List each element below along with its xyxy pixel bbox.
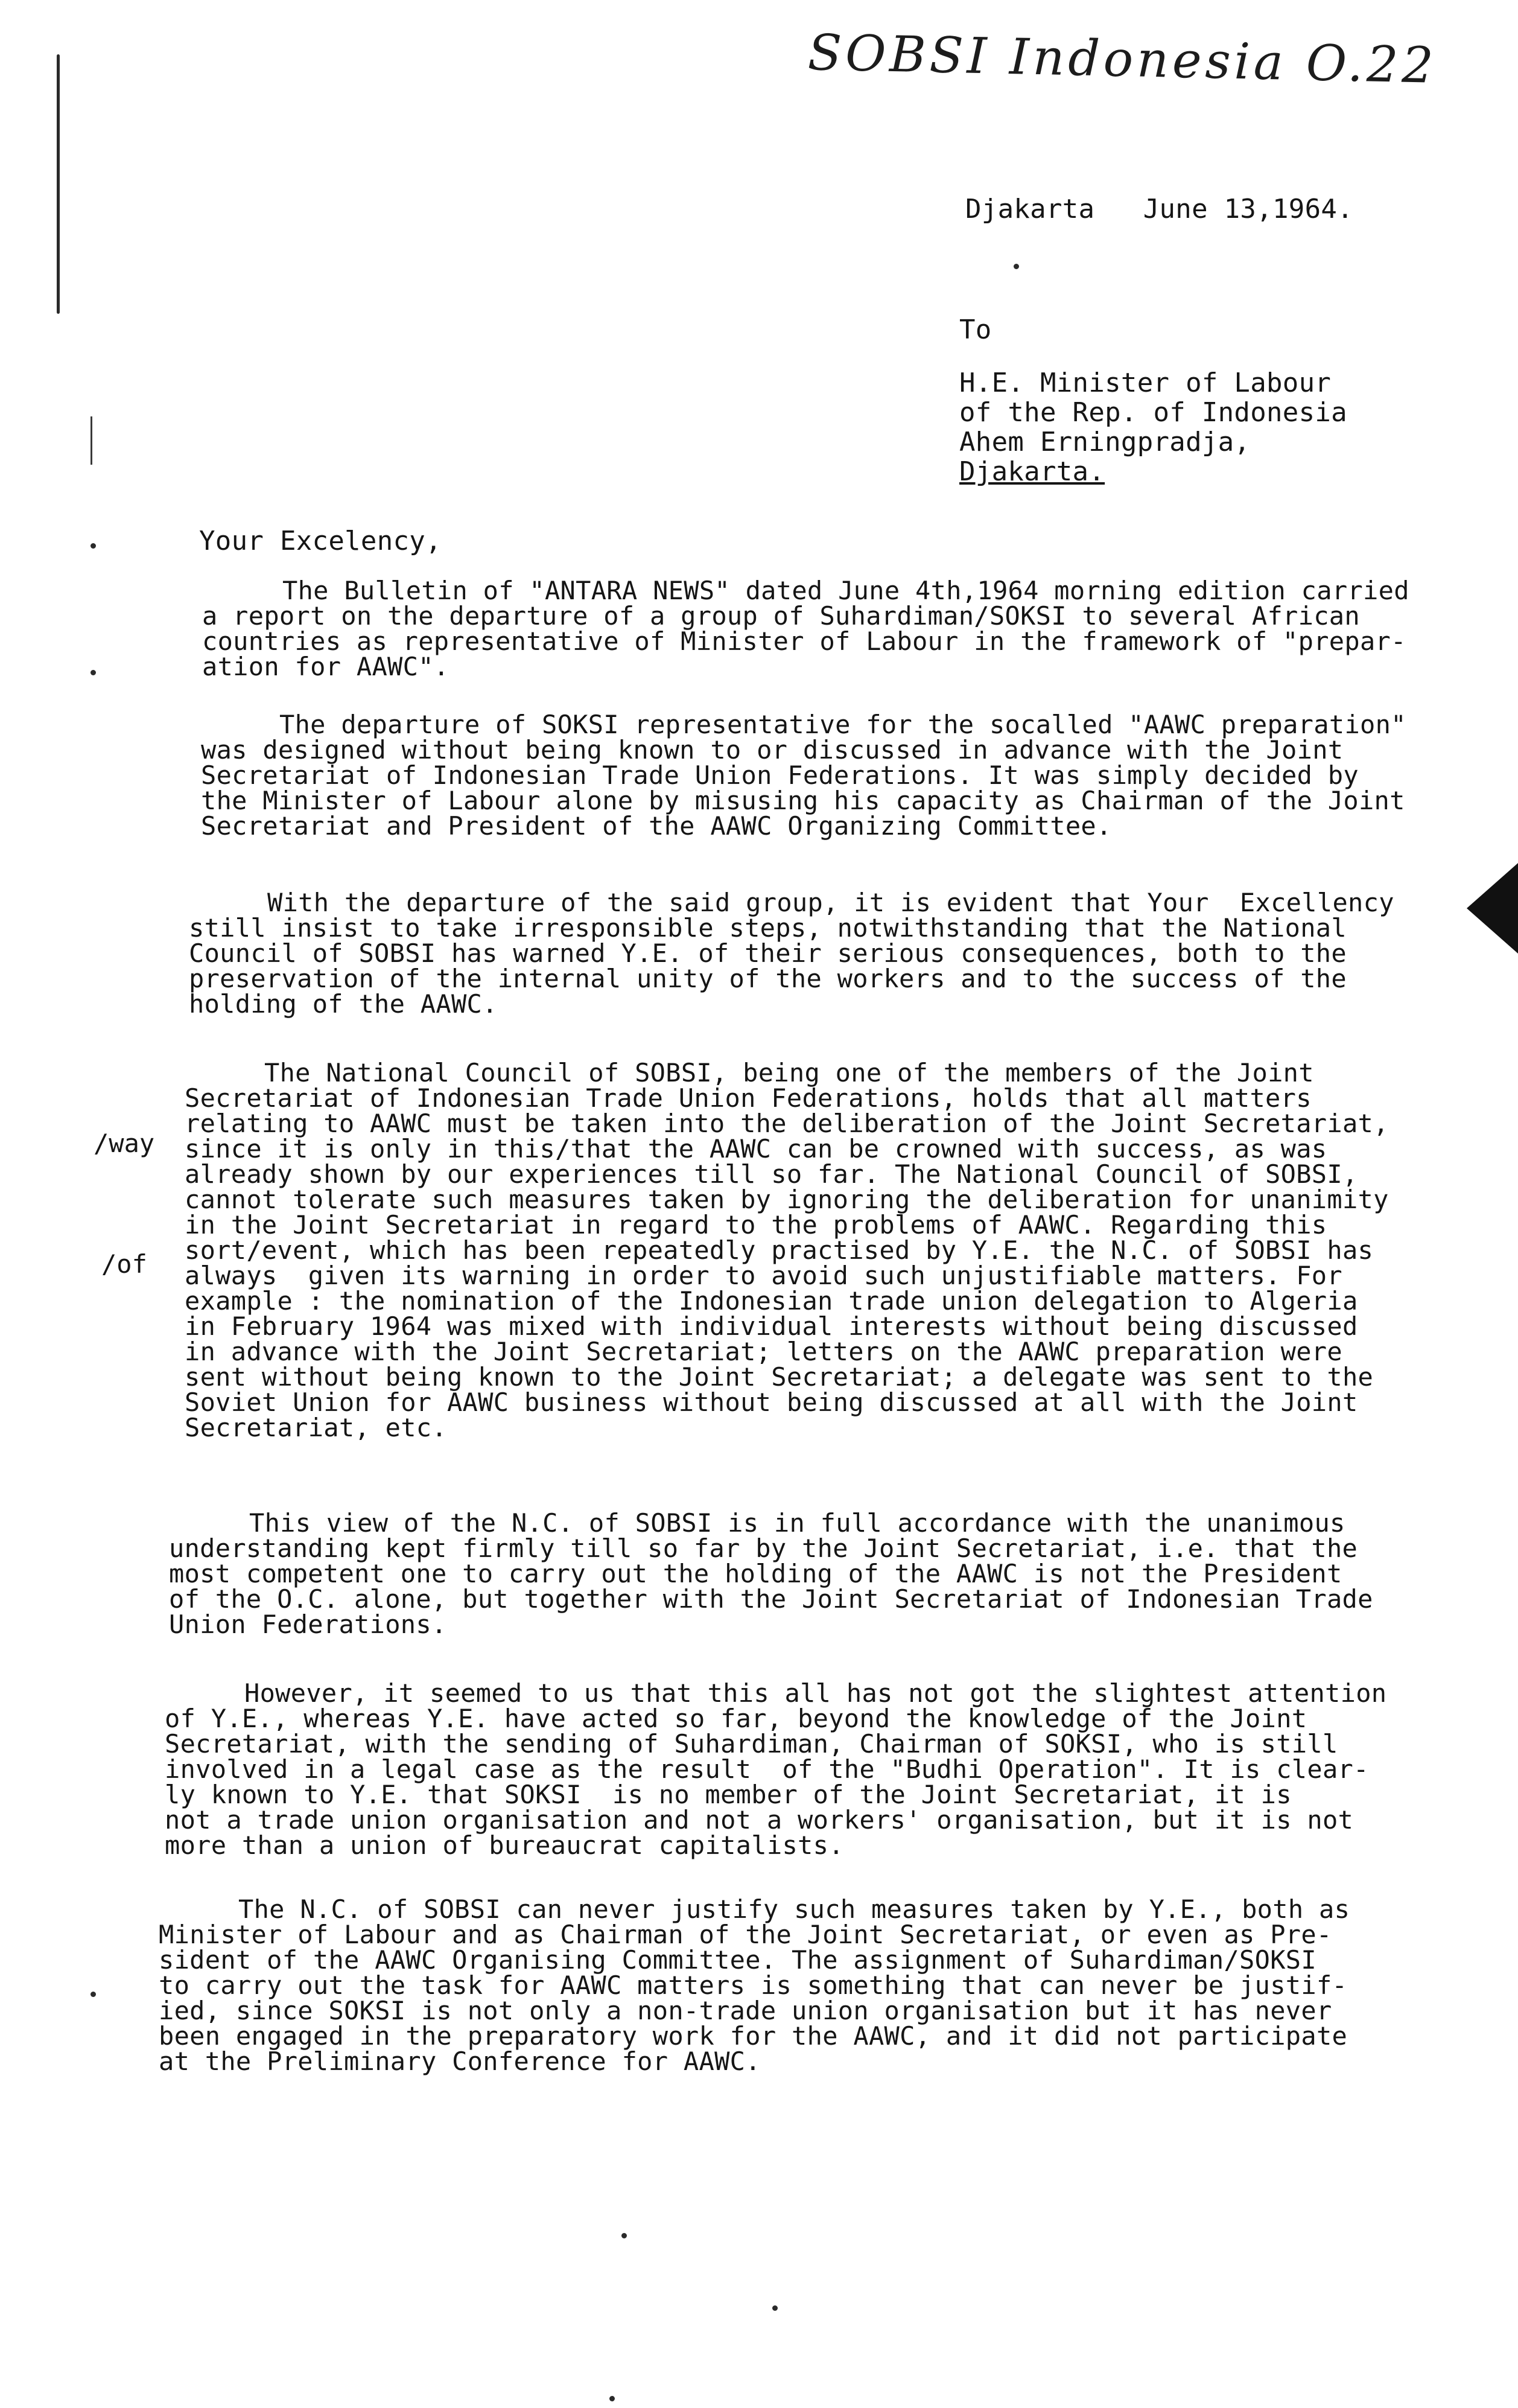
paragraph-1-line: a report on the departure of a group of Suhardiman/SOKSI to several African: [202, 601, 1360, 631]
paragraph-7-line: to carry out the task for AAWC matters is something that can never be justif-: [159, 1970, 1348, 2000]
scan-speck: [91, 670, 96, 675]
paragraph-2-line: Secretariat of Indonesian Trade Union Federations. It was simply decided by: [201, 760, 1359, 790]
paragraph-6-line: ly known to Y.E. that SOKSI is no member of the Joint Secretariat, it is: [165, 1780, 1292, 1809]
paragraph-4-line: cannot tolerate such measures taken by ignoring the deliberation for unanimity: [185, 1185, 1389, 1214]
recipient-line-2: of the Rep. of Indonesia: [959, 397, 1347, 428]
paragraph-6-line: Secretariat, with the sending of Suhardiman, Chairman of SOKSI, who is still: [165, 1729, 1338, 1759]
place-date: Djakarta June 13,1964.: [965, 194, 1353, 225]
scan-mark: [91, 416, 92, 465]
salutation: Your Excelency,: [199, 526, 442, 556]
paragraph-2-line: the Minister of Labour alone by misusing his capacity as Chairman of the Joint: [201, 786, 1405, 815]
paragraph-3-line: still insist to take irresponsible steps, notwithstanding that the National: [189, 913, 1347, 943]
paragraph-4-line: Secretariat of Indonesian Trade Union Federations, holds that all matters: [185, 1083, 1312, 1113]
recipient-line-3: Ahem Erningpradja,: [959, 427, 1251, 457]
paragraph-5-line: most competent one to carry out the holding of the AAWC is not the President: [169, 1559, 1342, 1588]
paragraph-7-line: The N.C. of SOBSI can never justify such measures taken by Y.E., both as: [238, 1894, 1350, 1924]
scan-speck: [621, 2233, 627, 2238]
paragraph-1-line: countries as representative of Minister of Labour in the framework of "prepar-: [202, 626, 1406, 656]
recipient-line-4: Djakarta.: [959, 456, 1105, 487]
paragraph-4-line: since it is only in this/that the AAWC can be crowned with success, as was: [185, 1134, 1327, 1164]
recipient-to: To: [959, 314, 992, 345]
paragraph-4-line: in the Joint Secretariat in regard to the problems of AAWC. Regarding this: [185, 1210, 1327, 1240]
paragraph-7-line: Minister of Labour and as Chairman of the Joint Secretariat, or even as Pre-: [159, 1920, 1332, 1949]
paragraph-7-line: at the Preliminary Conference for AAWC.: [159, 2046, 761, 2076]
paragraph-4-line: sort/event, which has been repeatedly practised by Y.E. the N.C. of SOBSI has: [185, 1235, 1374, 1265]
recipient-line-1: H.E. Minister of Labour: [959, 368, 1332, 398]
scan-speck: [91, 1992, 96, 1997]
paragraph-3-line: Council of SOBSI has warned Y.E. of their serious consequences, both to the: [189, 938, 1347, 968]
paragraph-4-line: example : the nomination of the Indonesian trade union delegation to Algeria: [185, 1286, 1358, 1316]
paragraph-1-line: ation for AAWC".: [202, 652, 449, 681]
paragraph-4-line: in February 1964 was mixed with individual interests without being discussed: [185, 1311, 1358, 1341]
paragraph-4-line: always given its warning in order to avoid such unjustifiable matters. For: [185, 1261, 1342, 1290]
paragraph-7-line: ied, since SOKSI is not only a non-trade union organisation but it has never: [159, 1996, 1332, 2025]
paragraph-4-line: Secretariat, etc.: [185, 1413, 447, 1442]
paragraph-6-line: However, it seemed to us that this all has not got the slightest attention: [244, 1678, 1387, 1708]
paragraph-3-line: preservation of the internal unity of the workers and to the success of the: [189, 964, 1347, 993]
paragraph-3-line: With the departure of the said group, it is evident that Your Excellency: [267, 888, 1394, 917]
paragraph-6-line: involved in a legal case as the result of the "Budhi Operation". It is clear-: [165, 1754, 1369, 1784]
paragraph-4-line: in advance with the Joint Secretariat; letters on the AAWC preparation were: [185, 1337, 1342, 1366]
handwritten-archive-note: SOBSI Indonesia O.22: [807, 24, 1438, 95]
paragraph-5-line: understanding kept firmly till so far by the Joint Secretariat, i.e. that the: [169, 1534, 1358, 1563]
paragraph-5-line: of the O.C. alone, but together with the Joint Secretariat of Indonesian Trade: [169, 1584, 1373, 1614]
margin-note-of: /of: [101, 1249, 147, 1279]
scan-speck: [772, 2305, 778, 2311]
paragraph-7-line: been engaged in the preparatory work for the AAWC, and it did not participate: [159, 2021, 1348, 2051]
paragraph-6-line: more than a union of bureaucrat capitalists.: [165, 1830, 844, 1860]
scan-binding-line: [57, 54, 60, 314]
margin-note-way: /way: [94, 1129, 155, 1158]
paragraph-7-line: sident of the AAWC Organising Committee. The assignment of Suhardiman/SOKSI: [159, 1945, 1316, 1975]
scan-edge-blot: [1467, 863, 1518, 954]
paragraph-2-line: was designed without being known to or discussed in advance with the Joint: [201, 735, 1344, 765]
scan-speck: [1014, 264, 1019, 269]
paragraph-4-line: The National Council of SOBSI, being one of the members of the Joint: [264, 1058, 1314, 1088]
paragraph-6-line: of Y.E., whereas Y.E. have acted so far, beyond the knowledge of the Joint: [165, 1704, 1307, 1733]
paragraph-5-line: Union Federations.: [169, 1610, 447, 1639]
paragraph-4-line: Soviet Union for AAWC business without being discussed at all with the Joint: [185, 1387, 1358, 1417]
paragraph-4-line: sent without being known to the Joint Secretariat; a delegate was sent to the: [185, 1362, 1374, 1392]
paragraph-2-line: The departure of SOKSI representative for the socalled "AAWC preparation": [279, 710, 1406, 739]
scan-speck: [91, 543, 96, 549]
paragraph-3-line: holding of the AAWC.: [189, 989, 498, 1019]
paragraph-5-line: This view of the N.C. of SOBSI is in full accordance with the unanimous: [249, 1508, 1345, 1538]
paragraph-2-line: Secretariat and President of the AAWC Organizing Committee.: [201, 811, 1112, 841]
paragraph-6-line: not a trade union organisation and not a workers' organisation, but it is not: [165, 1805, 1354, 1835]
paragraph-4-line: relating to AAWC must be taken into the deliberation of the Joint Secretariat,: [185, 1109, 1389, 1138]
paragraph-1-line: The Bulletin of "ANTARA NEWS" dated June 4th,1964 morning edition carried: [282, 576, 1409, 605]
scan-speck: [609, 2396, 615, 2401]
paragraph-4-line: already shown by our experiences till so far. The National Council of SOBSI,: [185, 1159, 1358, 1189]
